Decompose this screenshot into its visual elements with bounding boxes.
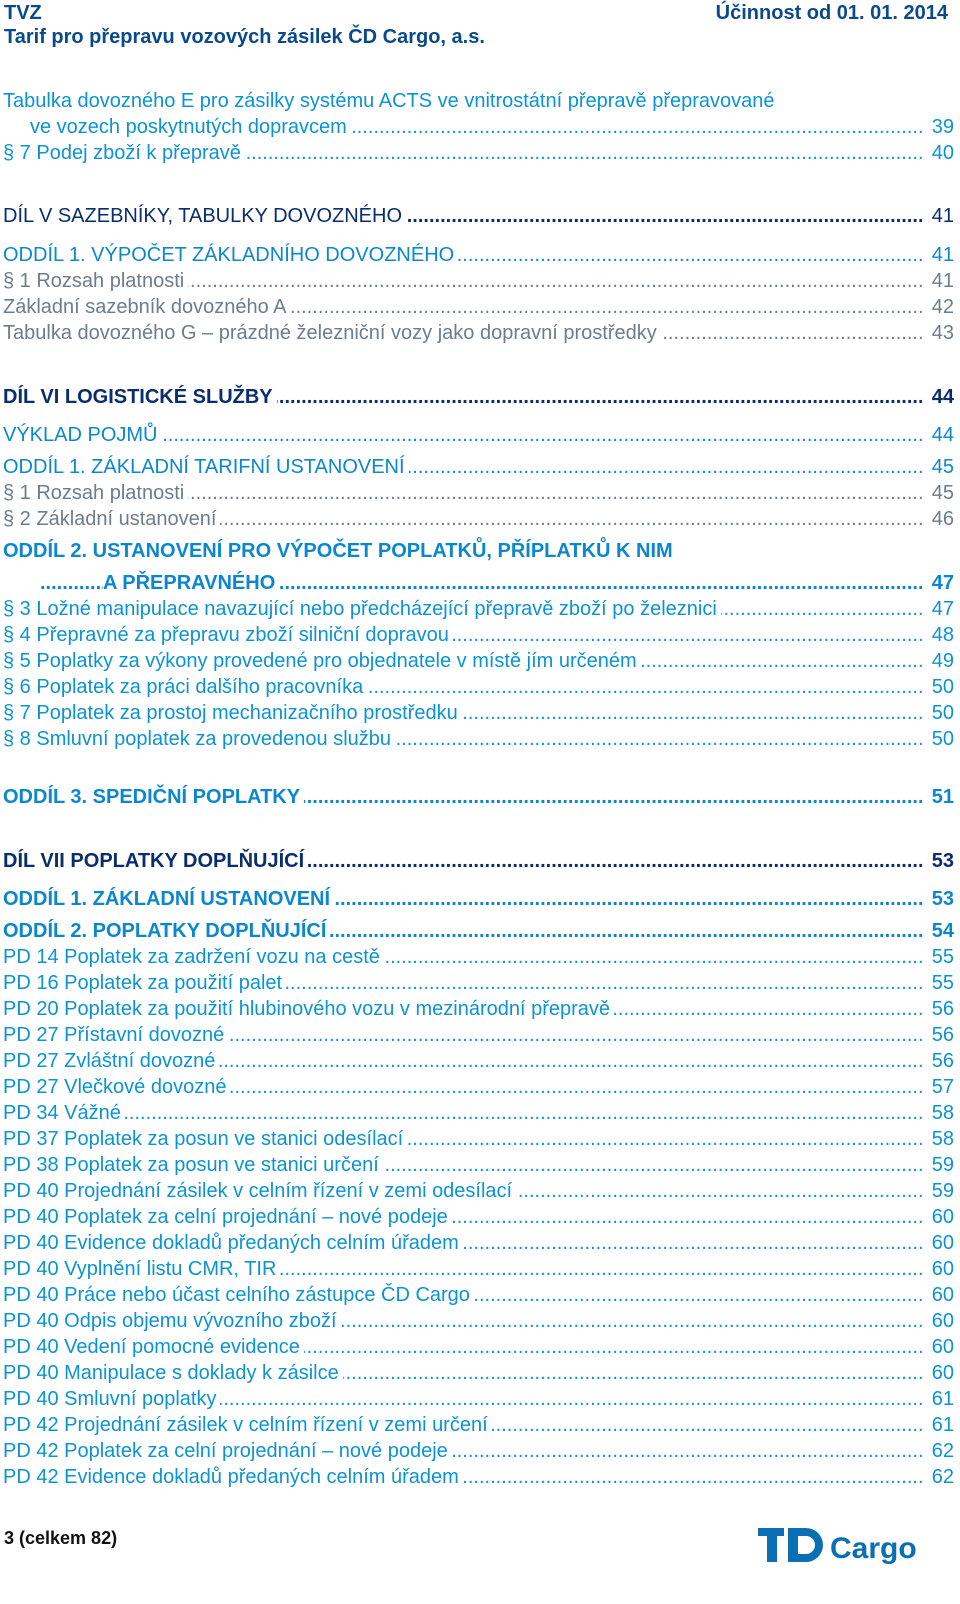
toc-entry-title: PD 40 Vyplnění listu CMR, TIR xyxy=(3,1256,280,1282)
header-tariff-title: Tarif pro přepravu vozových zásilek ČD Cargo, a.s. xyxy=(4,26,485,48)
toc-entry[interactable] xyxy=(0,886,960,912)
toc-entry-title: ve vozech poskytnutých dopravcem xyxy=(30,114,351,140)
toc-entry-page: 47 xyxy=(922,570,954,596)
toc-entry-title: PD 40 Projednání zásilek v celním řízení v zemi odesílací xyxy=(3,1178,516,1204)
toc-entry[interactable] xyxy=(0,1412,960,1438)
toc-entry[interactable] xyxy=(0,848,960,874)
toc-entry-page: 57 xyxy=(922,1074,954,1100)
header-doc-code: TVZ xyxy=(4,2,42,24)
toc-entry[interactable] xyxy=(0,700,960,726)
leader-dots xyxy=(40,1100,940,1126)
toc-entry[interactable] xyxy=(0,674,960,700)
toc-entry-page: 40 xyxy=(922,140,954,166)
toc-entry-page: 62 xyxy=(922,1464,954,1490)
toc-entry-page: 41 xyxy=(922,203,954,229)
toc-entry-page: 50 xyxy=(922,674,954,700)
toc-entry-title: PD 40 Práce nebo účast celního zástupce ČD Cargo xyxy=(3,1282,474,1308)
toc-entry[interactable] xyxy=(0,114,960,140)
toc-entry[interactable] xyxy=(0,1178,960,1204)
toc-entry-title: PD 16 Poplatek za použití palet xyxy=(3,970,286,996)
toc-entry[interactable] xyxy=(0,320,960,346)
toc-entry-page: 61 xyxy=(922,1386,954,1412)
toc-entry[interactable] xyxy=(0,1048,960,1074)
toc-entry-title: ODDÍL 1. ZÁKLADNÍ USTANOVENÍ xyxy=(3,886,334,912)
toc-entry-page: 62 xyxy=(922,1438,954,1464)
toc-entry-title: PD 27 Přístavní dovozné xyxy=(3,1022,228,1048)
toc-entry[interactable] xyxy=(0,1126,960,1152)
toc-entry-page: 42 xyxy=(922,294,954,320)
toc-entry-title: ODDÍL 1. ZÁKLADNÍ TARIFNÍ USTANOVENÍ xyxy=(3,454,409,480)
toc-entry-title: PD 40 Smluvní poplatky xyxy=(3,1386,220,1412)
toc-entry[interactable] xyxy=(0,596,960,622)
cd-cargo-logo xyxy=(758,1520,938,1570)
toc-entry[interactable] xyxy=(0,140,960,166)
toc-entry[interactable] xyxy=(0,1074,960,1100)
toc-entry-title: PD 42 Projednání zásilek v celním řízení v zemi určení xyxy=(3,1412,492,1438)
toc-entry[interactable] xyxy=(0,480,960,506)
toc-entry-title: PD 37 Poplatek za posun ve stanici odesílací xyxy=(3,1126,407,1152)
toc-entry[interactable] xyxy=(0,454,960,480)
toc-entry-page: 56 xyxy=(922,1022,954,1048)
toc-entry-page: 60 xyxy=(922,1204,954,1230)
toc-entry-title: § 6 Poplatek za práci dalšího pracovníka xyxy=(3,674,367,700)
toc-entry-page: 45 xyxy=(922,454,954,480)
toc-entry-title: ODDÍL 1. VÝPOČET ZÁKLADNÍHO DOVOZNÉHO xyxy=(3,242,458,268)
toc-entry-page: 61 xyxy=(922,1412,954,1438)
toc-entry-title: PD 42 Evidence dokladů předaných celním úřadem xyxy=(3,1464,463,1490)
toc-entry-page: 55 xyxy=(922,970,954,996)
toc-entry-page: 56 xyxy=(922,996,954,1022)
toc-entry-title: A PŘEPRAVNÉHO xyxy=(103,570,279,596)
toc-entry-title: PD 40 Manipulace s doklady k zásilce xyxy=(3,1360,343,1386)
toc-entry[interactable] xyxy=(0,570,960,596)
toc-entry-page: 60 xyxy=(922,1308,954,1334)
toc-entry-title: PD 34 Vážné xyxy=(3,1100,125,1126)
toc-entry[interactable] xyxy=(0,970,960,996)
toc-entry[interactable] xyxy=(0,918,960,944)
toc-entry-title: § 1 Rozsah platnosti xyxy=(3,268,188,294)
toc-entry-page: 60 xyxy=(922,1360,954,1386)
cd-logo-icon xyxy=(758,1528,823,1562)
toc-entry-page: 48 xyxy=(922,622,954,648)
toc-entry-page: 56 xyxy=(922,1048,954,1074)
toc-entry-title: ODDÍL 3. SPEDIČNÍ POPLATKY xyxy=(3,784,304,810)
toc-entry-title: Tabulka dovozného G – prázdné železniční vozy jako dopravní prostředky xyxy=(3,320,661,346)
toc-entry[interactable] xyxy=(0,622,960,648)
toc-entry-title: DÍL V SAZEBNÍKY, TABULKY DOVOZNÉHO xyxy=(3,203,406,229)
toc-entry-title: § 1 Rozsah platnosti xyxy=(3,480,188,506)
toc-entry[interactable] xyxy=(0,538,960,564)
page-number: 3 (celkem 82) xyxy=(4,1528,118,1548)
toc-entry-title: PD 40 Odpis objemu vývozního zboží xyxy=(3,1308,341,1334)
toc-entry[interactable] xyxy=(0,506,960,532)
toc-entry-title: PD 14 Poplatek za zadržení vozu na cestě xyxy=(3,944,384,970)
toc-entry[interactable] xyxy=(0,294,960,320)
toc-entry-page: 53 xyxy=(922,848,954,874)
logo-text: Cargo xyxy=(830,1532,917,1565)
toc-entry-page: 59 xyxy=(922,1178,954,1204)
toc-entry-title: PD 20 Poplatek za použití hlubinového vozu v mezinárodní přepravě xyxy=(3,996,614,1022)
toc-entry-page: 39 xyxy=(922,114,954,140)
toc-entry[interactable] xyxy=(0,1334,960,1360)
toc-entry[interactable] xyxy=(0,268,960,294)
toc-entry-page: 44 xyxy=(922,422,954,448)
toc-entry-page: 60 xyxy=(922,1334,954,1360)
toc-entry-page: 50 xyxy=(922,726,954,752)
toc-entry-title: DÍL VII POPLATKY DOPLŇUJÍCÍ xyxy=(3,848,308,874)
toc-entry[interactable] xyxy=(0,242,960,268)
toc-entry-title: PD 40 Evidence dokladů předaných celním úřadem xyxy=(3,1230,463,1256)
toc-entry-page: 60 xyxy=(922,1282,954,1308)
header-effective-date: Účinnost od 01. 01. 2014 xyxy=(715,2,948,24)
toc-entry-page: 53 xyxy=(922,886,954,912)
toc-entry[interactable] xyxy=(0,1464,960,1490)
toc-entry-title: ODDÍL 2. POPLATKY DOPLŇUJÍCÍ xyxy=(3,918,330,944)
toc-entry-page: 59 xyxy=(922,1152,954,1178)
toc-entry-title: PD 38 Poplatek za posun ve stanici určení xyxy=(3,1152,383,1178)
toc-entry[interactable] xyxy=(0,1204,960,1230)
toc-entry[interactable] xyxy=(0,1438,960,1464)
leader-dots xyxy=(40,422,940,448)
toc-entry-page: 45 xyxy=(922,480,954,506)
toc-entry[interactable] xyxy=(0,784,960,810)
toc-entry-title: ODDÍL 2. USTANOVENÍ PRO VÝPOČET POPLATKŮ, PŘÍPLATKŮ K NIM xyxy=(3,538,677,564)
toc-entry-page: 49 xyxy=(922,648,954,674)
toc-entry-title: PD 40 Poplatek za celní projednání – nové podeje xyxy=(3,1204,452,1230)
toc-entry[interactable] xyxy=(0,1022,960,1048)
toc-entry-page: 54 xyxy=(922,918,954,944)
toc-entry[interactable] xyxy=(0,1308,960,1334)
toc-entry-title: PD 27 Zvláštní dovozné xyxy=(3,1048,219,1074)
toc-entry[interactable] xyxy=(0,1256,960,1282)
toc-entry-page: 55 xyxy=(922,944,954,970)
toc-entry-title: § 5 Poplatky za výkony provedené pro objednatele v místě jím určeném xyxy=(3,648,641,674)
toc-entry[interactable] xyxy=(0,422,960,448)
toc-entry[interactable] xyxy=(0,1282,960,1308)
toc-entry-title: § 7 Podej zboží k přepravě xyxy=(3,140,245,166)
toc-entry-page: 60 xyxy=(922,1230,954,1256)
toc-entry-title: § 8 Smluvní poplatek za provedenou službu xyxy=(3,726,395,752)
toc-entry[interactable] xyxy=(0,944,960,970)
toc-entry[interactable] xyxy=(0,1360,960,1386)
toc-entry[interactable] xyxy=(0,1230,960,1256)
toc-entry-page: 58 xyxy=(922,1100,954,1126)
toc-entry-title: § 7 Poplatek za prostoj mechanizačního prostředku xyxy=(3,700,462,726)
toc-entry[interactable] xyxy=(0,996,960,1022)
toc-entry-title: VÝKLAD POJMŮ xyxy=(3,422,161,448)
toc-entry-title: DÍL VI LOGISTICKÉ SLUŽBY xyxy=(3,384,277,410)
toc-entry-page: 41 xyxy=(922,268,954,294)
toc-entry-title: Tabulka dovozného E pro zásilky systému ACTS ve vnitrostátní přepravě přepravované xyxy=(3,88,779,114)
toc-entry-title: Základní sazebník dovozného A xyxy=(3,294,291,320)
toc-entry[interactable] xyxy=(0,203,960,229)
toc-entry[interactable] xyxy=(0,1152,960,1178)
toc-entry-title: § 4 Přepravné za přepravu zboží silniční dopravou xyxy=(3,622,453,648)
toc-entry-page: 47 xyxy=(922,596,954,622)
toc-entry-page: 51 xyxy=(922,784,954,810)
toc-entry-page: 46 xyxy=(922,506,954,532)
toc-entry-title: § 2 Základní ustanovení xyxy=(3,506,220,532)
toc-entry-page: 41 xyxy=(922,242,954,268)
toc-entry-page: 43 xyxy=(922,320,954,346)
toc-entry[interactable] xyxy=(0,1100,960,1126)
toc-entry[interactable] xyxy=(0,1386,960,1412)
toc-entry-page: 60 xyxy=(922,1256,954,1282)
toc-entry-page: 44 xyxy=(922,384,954,410)
toc-entry-page: 58 xyxy=(922,1126,954,1152)
toc-entry-page: 50 xyxy=(922,700,954,726)
toc-entry-title: PD 42 Poplatek za celní projednání – nové podeje xyxy=(3,1438,452,1464)
toc-entry-title: § 3 Ložné manipulace navazující nebo předcházející přepravě zboží po železnici xyxy=(3,596,721,622)
toc-entry[interactable] xyxy=(0,726,960,752)
toc-entry[interactable] xyxy=(0,648,960,674)
toc-entry[interactable] xyxy=(0,88,960,114)
toc-entry[interactable] xyxy=(0,384,960,410)
toc-entry-title: PD 27 Vlečkové dovozné xyxy=(3,1074,230,1100)
toc-entry-title: PD 40 Vedení pomocné evidence xyxy=(3,1334,304,1360)
